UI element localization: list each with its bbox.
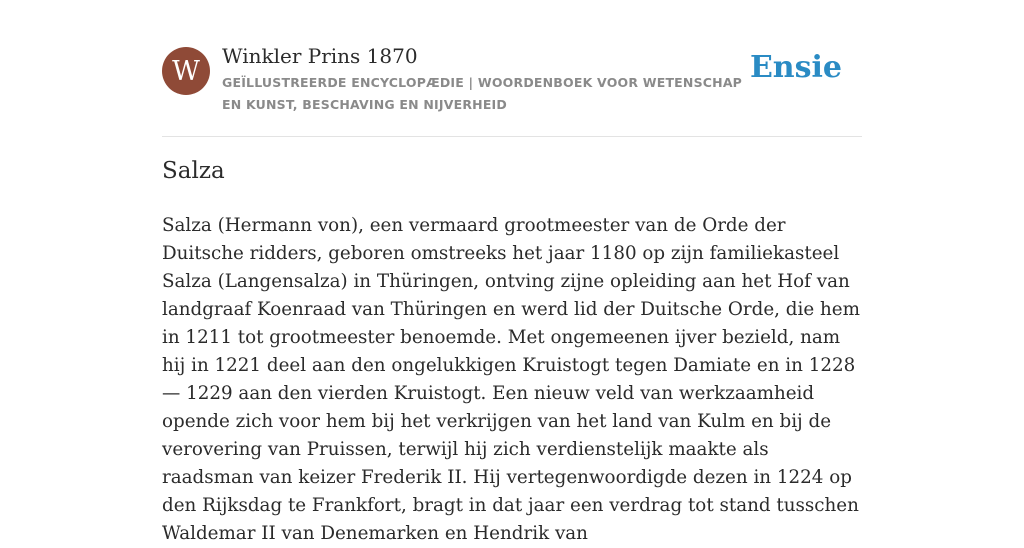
article-body: Salza (Hermann von), een vermaard grootmeester van de Orde der Duitsche ridders, geboren omstreeks het jaar 1180 op zijn familiekasteel Salza (Langensalza) in Thüringen, ontving zijne opleiding aan het Hof van landgraaf Koenraad van Thüringen en werd lid der Duitsche Orde, die hem in 1211 tot grootmeester benoemde. Met ongemeenen ijver bezield, nam hij in 1221 deel aan den ongelukkigen Kruistogt tegen Damiate en in 1228— 1229 aan den vierden Kruistogt. Een nieuw veld van werkzaamheid opende zich voor hem bij het verkrijgen van het land van Kulm en bij de verovering van Pruissen, terwijl hij zich verdienstelijk maakte als raadsman van keizer Frederik II. Hij vertegenwoordigde dezen in 1224 op den Rijksdag te Frankfort, bragt in dat jaar een verdrag tot stand tusschen Waldemar II van Denemarken en Hendrik van: [162, 215, 860, 544]
source-title[interactable]: Winkler Prins 1870: [222, 44, 418, 68]
ensie-logo[interactable]: Ensie: [749, 50, 842, 85]
source-subtitle: GEÏLLUSTREERDE ENCYCLOPÆDIE | WOORDENBOEK VOOR WETENSCHAP EN KUNST, BESCHAVING EN NIJVERHEID: [222, 75, 743, 112]
source-header: [162, 0, 862, 137]
page: [162, 0, 862, 544]
source-avatar[interactable]: W: [162, 47, 210, 95]
article-title: Salza: [162, 158, 225, 184]
